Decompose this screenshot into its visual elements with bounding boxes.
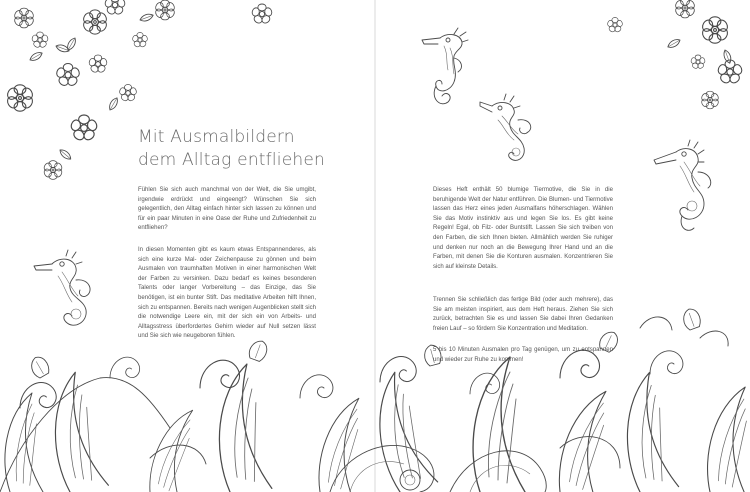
seahorse-icon (422, 28, 468, 104)
title-line-1: Mit Ausmalbildern (138, 127, 295, 147)
swirl-leaf-border (0, 307, 750, 492)
paragraph-right-1: Dieses Heft enthält 50 blumige Tiermotive, die Sie in die beruhigende Welt der Natur entführen. Die Blumen- und Tiermotive lassen das Herz eines jeden Ausmalfans höherschlagen. Wählen Sie das Motiv instinktiv aus und legen Sie los. Es gibt keine Regeln! Egal, ob Filz- oder Buntstift. Lassen Sie sich treiben von den Farben, die sich Ihnen bieten. Allmählich werden Sie ruhiger und denken nur noch an die Bewegung Ihrer Hand und an die Farben, mit denen Sie die Konturen ausmalen. Konzentrieren Sie sich auf kleinste Details. (433, 187, 613, 270)
seahorse-right (648, 140, 728, 240)
paragraph-left-2: In diesen Momenten gibt es kaum etwas Entspannenderes, als sich eine kurze Mal- oder Zeichenpause zu gönnen und beim Ausmalen von traumhaften Motiven in einer harmonischen Welt der Farben zu versinken. Dazu bedarf es keines besonderen Talents oder langer Vorbereitung – das Einzige, das Sie benötigen, ist ein bunter Stift. Das meditative Arbeiten hilft Ihnen, sich zu entspannen. Bereits nach wenigen Augenblicken stellt sich die notwendige Leere ein, mit der sich ein von Arbeits- und Alltagsstress überfordertes Gehirn wieder auf Null setzen lässt und Sie sich wie neugeboren fühlen. (138, 247, 316, 340)
ornamental-border-bottom (0, 318, 750, 492)
seahorse-center (478, 92, 553, 172)
seahorse-icon (480, 94, 531, 160)
seahorse-icon (654, 140, 711, 230)
page-title (138, 126, 348, 172)
flower-cluster-top-right (560, 0, 750, 140)
paragraph-right-2: Trennen Sie schließlich das fertige Bild (oder auch mehrere), das Sie am meisten inspiriert, aus dem Heft heraus. Ziehen Sie sich zurück, betrachten Sie es und lassen Sie dabei Ihren Gedanken freien Lauf – so fördern Sie Konzentration und Meditation. (433, 297, 613, 332)
seahorse-top-center (410, 28, 480, 118)
paragraph-right-3: 5 bis 10 Minuten Ausmalen pro Tag genügen, um zu entspannen und wieder zur Ruhe zu kommen! (433, 347, 613, 363)
seahorse-icon (34, 250, 90, 325)
paragraph-left-1: Fühlen Sie sich auch manchmal von der Welt, die Sie umgibt, irgendwie erdrückt und eingeengt? Wünschen Sie sich gelegentlich, den Alltag einfach hinter sich lassen zu können und für ein paar Minuten in eine Oase der Ruhe und Zufriedenheit zu entfliehen? (138, 187, 316, 232)
flower-icon (607, 0, 743, 109)
title-line-2: dem Alltag entfliehen (138, 150, 325, 170)
